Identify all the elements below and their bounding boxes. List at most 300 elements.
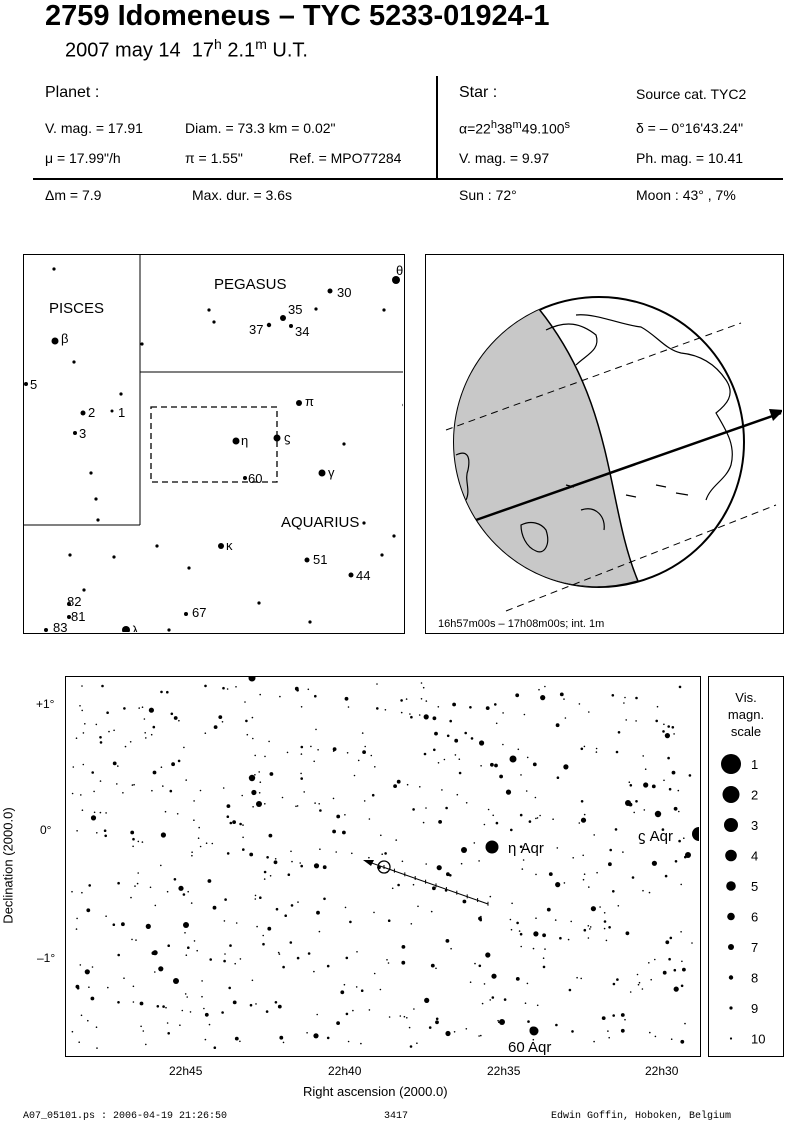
field-star	[662, 730, 665, 733]
field-star	[630, 991, 632, 993]
field-star	[96, 1026, 98, 1028]
finder-star-label: 60	[248, 471, 263, 486]
field-star	[588, 937, 590, 939]
field-star	[654, 959, 656, 961]
field-star	[295, 806, 297, 808]
field-star	[133, 986, 135, 988]
field-star	[679, 686, 682, 689]
field-star	[104, 835, 107, 838]
field-star	[227, 815, 230, 818]
field-star	[673, 733, 675, 735]
field-star	[204, 685, 207, 688]
field-star	[186, 954, 188, 956]
field-star	[224, 920, 226, 922]
field-star	[410, 1045, 413, 1048]
field-star	[214, 725, 218, 729]
x-axis-title: Right ascension (2000.0)	[303, 1084, 448, 1099]
field-star	[502, 744, 504, 746]
field-star	[485, 952, 490, 957]
field-star	[489, 999, 491, 1001]
field-star	[681, 961, 683, 963]
field-star	[425, 863, 427, 865]
field-star	[416, 1042, 418, 1044]
field-star	[689, 774, 692, 777]
legend-mag-label: 8	[751, 970, 759, 986]
finder-star-label: γ	[328, 465, 335, 480]
field-star	[345, 907, 347, 909]
field-star	[182, 1010, 184, 1012]
field-star	[406, 1017, 408, 1019]
field-star	[323, 898, 326, 901]
bright-star	[499, 1019, 505, 1025]
field-star	[510, 829, 513, 832]
field-star	[520, 946, 522, 948]
field-star	[519, 930, 521, 932]
field-star	[93, 791, 95, 793]
field-star	[538, 689, 540, 691]
field-star	[459, 758, 461, 760]
finder-star	[218, 543, 224, 549]
constellation-label: PEGASUS	[214, 276, 287, 293]
field-star	[108, 731, 110, 733]
field-star	[167, 1022, 169, 1024]
field-star	[633, 812, 635, 814]
field-star	[282, 797, 284, 799]
x-tick-label: 22h40	[328, 1064, 362, 1078]
field-star	[255, 1003, 257, 1005]
field-star	[470, 981, 472, 983]
field-star	[543, 957, 545, 959]
field-star	[252, 806, 254, 808]
field-star	[303, 791, 305, 793]
field-star	[609, 849, 612, 852]
finder-star	[187, 566, 190, 569]
field-star	[492, 996, 495, 999]
field-star	[555, 1024, 558, 1027]
field-star	[435, 968, 437, 970]
field-star	[665, 733, 670, 738]
finder-star	[207, 308, 210, 311]
field-star	[288, 873, 291, 876]
field-star	[581, 748, 584, 751]
finder-star-label: 83	[53, 620, 68, 632]
finder-star	[308, 620, 311, 623]
field-star	[524, 714, 526, 716]
field-star	[449, 720, 452, 723]
field-star	[612, 890, 615, 893]
star-source: Source cat. TYC2	[636, 86, 747, 102]
field-star	[671, 1038, 673, 1040]
field-star	[191, 855, 193, 857]
field-star	[224, 898, 227, 901]
finder-star	[362, 521, 365, 524]
field-star	[361, 989, 364, 992]
field-star	[533, 763, 537, 767]
field-star	[134, 885, 136, 887]
field-star	[239, 1041, 241, 1043]
field-star	[557, 847, 559, 849]
finder-star-label: 82	[67, 594, 82, 609]
field-star	[198, 827, 200, 829]
field-star	[461, 863, 463, 865]
finder-star	[257, 601, 260, 604]
field-star	[142, 841, 144, 843]
finder-star	[24, 382, 28, 386]
field-star	[612, 1014, 615, 1017]
legend-mag-label: 5	[751, 879, 759, 894]
field-star	[388, 919, 391, 922]
field-star	[520, 774, 522, 776]
field-star	[478, 860, 480, 862]
field-star	[242, 837, 244, 839]
finder-star	[289, 324, 293, 328]
field-star	[178, 720, 180, 722]
finder-star-label: 3	[79, 426, 87, 441]
field-star	[151, 790, 153, 792]
field-star	[347, 752, 349, 754]
field-star	[588, 886, 590, 888]
footer-number: 3417	[384, 1111, 409, 1122]
field-star	[579, 822, 581, 824]
field-star	[255, 898, 257, 900]
finder-star-label: 44	[356, 568, 371, 583]
field-star	[259, 896, 262, 899]
legend-mag-dot	[730, 1037, 732, 1039]
field-star	[455, 754, 457, 756]
labeled-stars	[486, 827, 700, 1036]
field-star	[251, 790, 256, 795]
field-star	[537, 817, 539, 819]
field-star	[80, 964, 82, 966]
field-star	[639, 982, 641, 984]
legend-mag-label: 4	[751, 848, 759, 864]
field-star	[166, 691, 169, 694]
field-star	[565, 717, 567, 719]
field-star	[259, 792, 261, 794]
star-phmag: Ph. mag. = 10.41	[636, 150, 744, 166]
field-star	[655, 1036, 657, 1038]
field-star	[153, 950, 158, 955]
finder-star-label: κ	[226, 538, 233, 553]
field-star	[474, 963, 476, 965]
field-star	[132, 838, 135, 841]
field-star	[96, 724, 98, 726]
field-star	[72, 1031, 74, 1033]
field-star	[459, 772, 462, 775]
field-star	[345, 697, 349, 701]
field-star	[348, 706, 350, 708]
field-star	[691, 942, 693, 944]
field-star	[227, 804, 231, 808]
field-star	[105, 812, 107, 814]
field-star	[504, 998, 507, 1001]
field-star	[649, 1032, 651, 1034]
field-star	[270, 772, 274, 776]
field-star	[113, 762, 117, 766]
field-star	[635, 697, 638, 700]
field-star	[648, 962, 650, 964]
field-star	[572, 857, 574, 859]
field-star	[535, 874, 537, 876]
legend-mag-label: 7	[751, 940, 759, 955]
field-star	[629, 781, 631, 783]
legend-title: scale	[730, 724, 762, 739]
legend-mag-dot	[727, 913, 735, 921]
field-star	[397, 884, 400, 887]
legend-mag-label: 6	[751, 909, 759, 925]
field-star	[100, 780, 102, 782]
field-star	[223, 787, 225, 789]
eta-aqr-star	[486, 841, 499, 854]
field-star	[314, 695, 317, 698]
field-star	[516, 922, 519, 925]
field-star	[262, 943, 265, 946]
field-star	[582, 855, 584, 857]
finder-star	[155, 544, 158, 547]
x-tick-label: 22h30	[645, 1064, 679, 1078]
field-star	[319, 809, 322, 812]
field-star	[167, 944, 170, 947]
field-star	[264, 803, 266, 805]
field-star	[674, 807, 678, 811]
field-star	[494, 764, 498, 768]
field-star	[584, 814, 586, 816]
field-star	[563, 764, 568, 769]
field-star	[372, 794, 375, 797]
field-star	[593, 834, 595, 836]
field-star	[520, 814, 523, 817]
field-star	[214, 1046, 217, 1049]
field-star	[279, 1036, 283, 1040]
field-star	[678, 790, 680, 792]
field-star	[618, 905, 620, 907]
field-star	[348, 1041, 350, 1043]
field-star	[667, 757, 670, 760]
zeta-aqr-star	[692, 827, 699, 841]
field-star	[499, 775, 503, 779]
field-star	[252, 738, 254, 740]
field-star	[137, 872, 139, 874]
field-star	[672, 771, 676, 775]
field-star	[183, 747, 185, 749]
field-star	[327, 965, 330, 968]
finder-star-label: θ	[396, 263, 403, 278]
legend-mag-dot	[729, 1006, 732, 1009]
field-star	[496, 822, 499, 825]
finder-star-label: η	[241, 433, 249, 448]
planet-pi: π = 1.55"	[185, 150, 243, 166]
field-star	[486, 706, 490, 710]
field-star	[431, 911, 433, 913]
legend-mag-dot	[725, 850, 737, 862]
field-star	[589, 928, 591, 930]
field-stars	[71, 677, 693, 1049]
field-star	[376, 683, 378, 685]
field-star	[72, 793, 74, 795]
field-star	[191, 902, 193, 904]
field-star	[683, 837, 685, 839]
field-star	[96, 1047, 98, 1049]
field-star	[351, 853, 353, 855]
field-star	[404, 1016, 406, 1018]
star-chart	[65, 676, 701, 1057]
field-star	[198, 837, 200, 839]
field-star	[571, 1030, 574, 1033]
field-star	[79, 705, 81, 707]
field-star	[515, 693, 519, 697]
field-star	[535, 797, 537, 799]
field-star	[478, 1035, 480, 1037]
field-star	[308, 952, 311, 955]
field-star	[332, 830, 336, 834]
field-star	[71, 891, 73, 893]
field-star	[158, 966, 163, 971]
field-star	[201, 980, 203, 982]
field-star	[588, 925, 590, 927]
field-star	[144, 732, 146, 734]
field-star	[276, 908, 279, 911]
field-star	[527, 1020, 530, 1023]
finder-star	[342, 442, 345, 445]
finder-star	[68, 553, 71, 556]
finder-star-label: 37	[249, 322, 264, 337]
field-star	[520, 933, 523, 936]
field-star	[113, 730, 115, 732]
field-star	[436, 1018, 439, 1021]
finder-star	[380, 553, 383, 556]
field-star	[316, 911, 320, 915]
field-star	[356, 951, 358, 953]
header-divider-horizontal	[33, 178, 783, 180]
finder-star	[382, 308, 385, 311]
field-star	[116, 783, 118, 785]
field-star	[413, 884, 415, 886]
field-star	[157, 1005, 160, 1008]
field-star	[389, 1016, 391, 1018]
field-star	[314, 802, 316, 804]
field-star	[259, 694, 261, 696]
finder-star-label: ϛ	[284, 430, 291, 445]
field-star	[88, 884, 91, 887]
field-star	[596, 748, 598, 750]
legend-mag-label: 3	[751, 818, 759, 833]
field-star	[604, 928, 606, 930]
field-star	[672, 726, 675, 729]
field-star	[105, 915, 107, 917]
field-star	[279, 953, 281, 955]
field-star	[527, 983, 529, 985]
finder-star	[305, 558, 310, 563]
field-star	[300, 777, 303, 780]
ra-seconds: 49.100	[521, 120, 565, 137]
field-star	[479, 740, 484, 745]
field-star	[496, 723, 498, 725]
sun-elongation: Sun : 72°	[459, 187, 517, 203]
field-star	[555, 919, 557, 921]
field-star	[222, 721, 224, 723]
field-star	[401, 961, 405, 965]
field-star	[645, 768, 647, 770]
field-star	[295, 687, 299, 691]
field-star	[529, 820, 532, 823]
field-star	[137, 883, 139, 885]
field-star	[87, 1020, 89, 1022]
field-star	[369, 1009, 371, 1011]
field-star	[252, 980, 254, 982]
planet-ref: Ref. = MPO77284	[289, 150, 402, 166]
field-star	[385, 709, 387, 711]
star-ra	[459, 119, 570, 137]
legend-mag-dot	[721, 754, 741, 774]
field-star	[308, 689, 310, 691]
field-star	[208, 879, 212, 883]
field-star	[511, 903, 513, 905]
field-star	[424, 714, 429, 719]
field-star	[186, 996, 188, 998]
field-star	[171, 713, 174, 716]
field-star	[674, 969, 677, 972]
field-star	[117, 954, 120, 957]
legend-title: magn.	[727, 707, 765, 722]
finder-star-label: 5	[30, 377, 38, 392]
field-star	[616, 978, 619, 981]
planet-diam: Diam. = 73.3 km = 0.02"	[185, 120, 336, 136]
field-star	[678, 840, 681, 843]
field-star	[533, 948, 535, 950]
field-star	[327, 1037, 330, 1040]
field-star	[369, 818, 371, 820]
y-axis-title: Declination (2000.0)	[0, 807, 16, 924]
field-star	[275, 858, 277, 860]
field-star	[665, 940, 669, 944]
field-star	[155, 905, 157, 907]
magnitude-legend	[708, 676, 784, 1057]
field-star	[635, 720, 637, 722]
field-star	[669, 788, 672, 791]
field-star	[187, 891, 189, 893]
field-star	[457, 794, 459, 796]
field-star	[452, 703, 456, 707]
field-star	[86, 908, 90, 912]
field-star	[132, 784, 134, 786]
field-star	[235, 686, 237, 688]
field-star	[301, 706, 303, 708]
field-star	[236, 922, 238, 924]
field-star	[419, 786, 421, 788]
field-star	[401, 712, 403, 714]
field-star	[346, 1013, 349, 1016]
x-tick-label: 22h45	[169, 1064, 203, 1078]
field-star	[209, 1024, 211, 1026]
field-star	[88, 986, 90, 988]
field-star	[146, 924, 151, 929]
field-star	[643, 782, 648, 787]
field-star	[380, 835, 382, 837]
field-star	[264, 871, 267, 874]
field-star	[278, 952, 280, 954]
finder-star-label: 1	[118, 405, 126, 420]
field-star	[450, 948, 452, 950]
field-star	[138, 707, 140, 709]
field-star	[484, 983, 486, 985]
field-star	[194, 940, 196, 942]
field-star	[266, 856, 269, 859]
field-star	[183, 893, 186, 896]
field-star	[494, 703, 497, 706]
finder-star	[122, 626, 130, 632]
field-star	[621, 1013, 625, 1017]
field-star	[412, 808, 415, 811]
